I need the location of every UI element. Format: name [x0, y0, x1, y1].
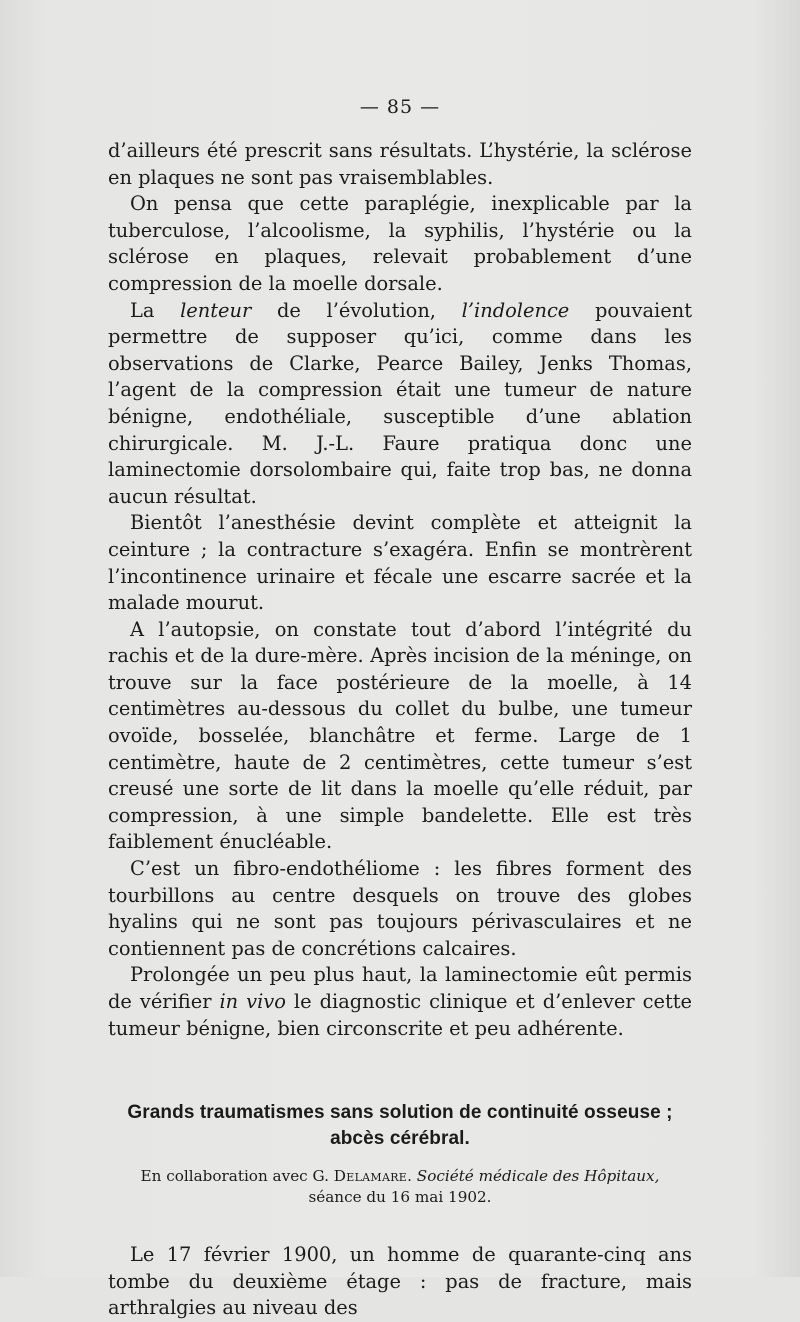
paragraph: Bientôt l’anesthésie devint complète et atteignit la ceinture ; la contracture s’exagéra. Enfin se montrèrent l’incontinence urinaire et fécale une escarre sacrée et la malade mourut. [108, 511, 692, 615]
paragraph: On pensa que cette paraplégie, inexplicable par la tuberculose, l’alcoolisme, la syphilis, l’hystérie ou la sclérose en plaques, relevait probablement d’une compression de la moelle dorsale. [108, 192, 692, 295]
page-number: — 85 — [359, 96, 441, 118]
section-title: Grands traumatismes sans solution de continuité osseuse ; abcès cérébral. [127, 1102, 673, 1150]
paragraph [108, 962, 692, 1042]
session-date: séance du 16 mai 1902. [308, 1188, 492, 1207]
society-name: Société médicale des Hôpitaux, [416, 1167, 660, 1186]
author-name: Delamare [333, 1167, 408, 1186]
text-run: le diagnostic clinique et d’enlever cette tumeur bénigne, bien circonscrite et peu adhérente. [108, 990, 693, 1040]
emphasis: lenteur [180, 298, 252, 322]
text-run: pouvaient permettre de supposer qu’ici, comme dans les observations de Clarke, Pearce Bailey, Jenks Thomas, l’agent de la compression était une tumeur de nature bénigne, endothéliale, susceptible d’une ablation chirurgicale. M. J.-L. Faure pratiqua donc une laminectomie dorsolombaire qui, faite trop bas, ne donna aucun résultat. [108, 298, 692, 508]
paragraph [108, 298, 692, 511]
text-run: En collaboration avec G. [140, 1167, 334, 1186]
paragraph: Le 17 février 1900, un homme de quarante-cinq ans tombe du deuxième étage : pas de fracture, mais arthralgies au niveau des [108, 1243, 692, 1320]
text-run: . [407, 1167, 417, 1186]
text-run: de l’évolution, [251, 298, 462, 322]
text-run: La [130, 298, 181, 322]
text-run: Prolongée un peu plus haut, la laminectomie eût permis de vérifier [108, 963, 692, 1013]
paragraph: A l’autopsie, on constate tout d’abord l’intégrité du rachis et de la dure-mère. Après incision de la méninge, on trouve sur la face postérieure de la moelle, à 14 centimètres au-dessous du collet du bulbe, une tumeur ovoïde, bosselée, blanchâtre et ferme. Large de 1 centimètre, haute de 2 centimètres, cette tumeur s’est creusé une sorte de lit dans la moelle qu’elle réduit, par compression, à une simple bandelette. Elle est très faiblement énucléable. [108, 617, 692, 854]
emphasis: l’indolence [461, 298, 570, 322]
paragraph: C’est un fibro-endothéliome : les fibres forment des tourbillons au centre desquels on trouve des globes hyalins qui ne sont pas toujours périvasculaires et ne contiennent pas de concrétions calcaires. [108, 857, 692, 960]
emphasis: in vivo [219, 990, 286, 1013]
paragraph: d’ailleurs été prescrit sans résultats. L’hystérie, la sclérose en plaques ne sont pas vraisemblables. [108, 139, 692, 189]
section-credit [108, 1166, 692, 1208]
